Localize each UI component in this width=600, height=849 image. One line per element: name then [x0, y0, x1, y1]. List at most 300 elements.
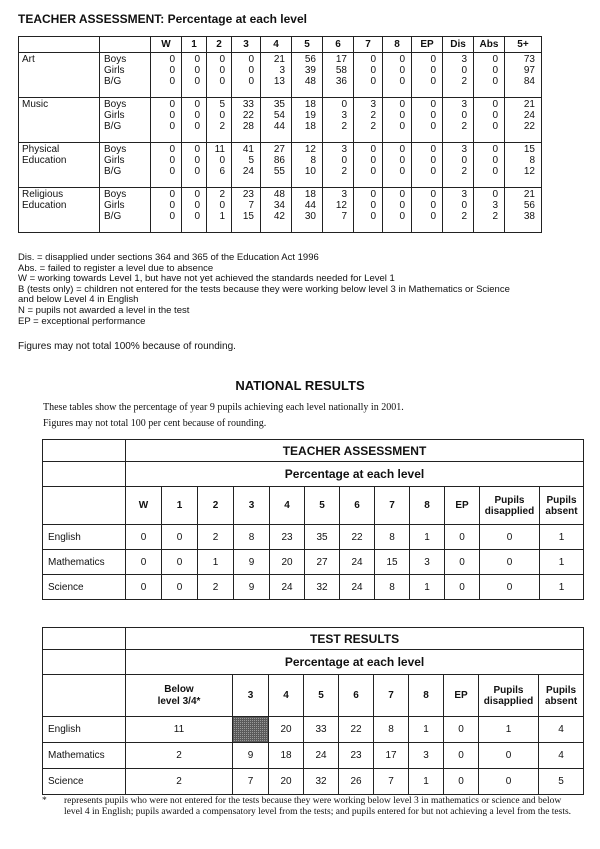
cell-value: 33: [242, 99, 254, 110]
cell-value: 86: [273, 155, 285, 166]
value-cell: 0: [126, 550, 162, 575]
row-label: Girls: [104, 110, 125, 121]
cell-value: 0: [169, 110, 175, 121]
cell-value: 56: [304, 54, 316, 65]
cell-value: 5: [219, 99, 225, 110]
table-header-row: [43, 487, 584, 525]
value-cell: 0: [126, 525, 162, 550]
subject-name: [19, 53, 100, 98]
national-results-title: NATIONAL RESULTS: [235, 378, 365, 393]
col-header: 5+: [505, 37, 542, 53]
cell-value: 11: [214, 144, 225, 155]
abbreviation-notes: [18, 253, 578, 327]
footnote: [42, 796, 582, 818]
col-header-disapplied: [479, 675, 539, 717]
value-cell: 20: [270, 550, 305, 575]
cell-value: 54: [273, 110, 285, 121]
value-cell: 24: [340, 575, 375, 600]
col-header: 1: [182, 37, 207, 53]
value-cell: 9: [234, 575, 270, 600]
value-cell: 0: [445, 575, 480, 600]
table-subtitle: Percentage at each level: [126, 462, 584, 487]
cell-value: 2: [341, 121, 347, 132]
cell-value: 0: [430, 166, 436, 177]
cell-value: 0: [399, 200, 405, 211]
cell-value: 0: [169, 189, 175, 200]
value-cell: 2: [198, 575, 234, 600]
value-cell: [443, 143, 474, 188]
cell-value: 24: [242, 166, 254, 177]
col-header-below: [126, 675, 233, 717]
cell-value: 0: [169, 99, 175, 110]
value-cell: 0: [162, 575, 198, 600]
cell-value: 0: [492, 110, 498, 121]
value-cell: [323, 53, 354, 98]
value-cell: 0: [479, 769, 539, 795]
cell-value: 2: [219, 189, 225, 200]
cell-value: 1: [219, 211, 225, 222]
row-label: B/G: [104, 211, 122, 222]
cell-value: 84: [523, 76, 535, 87]
cell-value: 0: [169, 166, 175, 177]
cell-value: 15: [523, 144, 535, 155]
value-cell: 8: [375, 525, 410, 550]
cell-value: 0: [248, 65, 254, 76]
cell-value: 0: [461, 155, 467, 166]
col-header-line: absent: [544, 695, 578, 707]
cell-value: 0: [430, 211, 436, 222]
cell-value: 0: [492, 144, 498, 155]
col-header: 5: [304, 675, 339, 717]
value-cell: 15: [375, 550, 410, 575]
col-header: 4: [270, 487, 305, 525]
value-cell: [474, 53, 505, 98]
cell-value: 0: [399, 110, 405, 121]
cell-value: 3: [461, 99, 467, 110]
cell-value: 0: [430, 110, 436, 121]
col-header: EP: [445, 487, 480, 525]
value-cell: 8: [374, 717, 409, 743]
value-cell: [292, 143, 323, 188]
table-header-row: [43, 675, 584, 717]
cell-value: 0: [169, 76, 175, 87]
value-cell: [505, 53, 542, 98]
cell-value: 0: [399, 211, 405, 222]
value-cell: [207, 98, 232, 143]
subject-name: [19, 98, 100, 143]
col-header: 8: [409, 675, 444, 717]
col-header: Dis: [443, 37, 474, 53]
subject-row: [19, 188, 542, 233]
col-header: 8: [383, 37, 412, 53]
cell-value: 0: [370, 166, 376, 177]
cell-value: 7: [248, 200, 254, 211]
cell-value: 0: [399, 76, 405, 87]
cell-value: 0: [492, 121, 498, 132]
value-cell: 35: [305, 525, 340, 550]
cell-value: 0: [248, 54, 254, 65]
value-cell: 24: [270, 575, 305, 600]
value-cell: [151, 53, 182, 98]
value-cell: 3: [409, 743, 444, 769]
cell-value: 41: [242, 144, 254, 155]
row-label: B/G: [104, 121, 122, 132]
value-cell: [383, 143, 412, 188]
cell-value: 3: [461, 54, 467, 65]
cell-value: 0: [430, 144, 436, 155]
value-cell: 1: [410, 575, 445, 600]
cell-value: 0: [461, 200, 467, 211]
col-header-line: Pupils: [493, 684, 524, 696]
national-intro: These tables show the percentage of year 9 pupils achieving each level nationally in 2001.: [43, 402, 404, 413]
value-cell: 0: [444, 743, 479, 769]
col-header: W: [126, 487, 162, 525]
value-cell: 32: [305, 575, 340, 600]
cell-value: 0: [430, 76, 436, 87]
note-line: N = pupils not awarded a level in the test: [18, 304, 190, 316]
value-cell: [232, 143, 261, 188]
row-label: Boys: [104, 54, 127, 65]
cell-value: 97: [523, 65, 535, 76]
row-label: Girls: [104, 155, 125, 166]
cell-value: 0: [399, 121, 405, 132]
value-cell: [151, 143, 182, 188]
cell-value: 0: [194, 144, 200, 155]
value-cell: 33: [304, 717, 339, 743]
row-label: B/G: [104, 76, 122, 87]
cell-value: 7: [341, 211, 347, 222]
note-line: W = working towards Level 1, but have not yet achieved the standards needed for Level 1: [18, 273, 395, 285]
value-cell: [261, 53, 292, 98]
subject-name: English: [43, 717, 126, 743]
cell-value: 0: [370, 76, 376, 87]
cell-value: 0: [194, 76, 200, 87]
value-cell: [232, 188, 261, 233]
value-cell: [474, 188, 505, 233]
subject-name: [19, 143, 100, 188]
cell-value: 2: [461, 76, 467, 87]
cell-value: 0: [492, 54, 498, 65]
cell-value: 0: [492, 155, 498, 166]
cell-value: 21: [523, 99, 535, 110]
cell-value: 2: [370, 121, 376, 132]
cell-value: 0: [370, 200, 376, 211]
col-header: 7: [374, 675, 409, 717]
cell-value: 12: [523, 166, 535, 177]
cell-value: 6: [219, 166, 225, 177]
cell-value: 0: [219, 65, 225, 76]
cell-value: 0: [492, 76, 498, 87]
value-cell: 3: [410, 550, 445, 575]
cell-value: 0: [430, 99, 436, 110]
value-cell: [292, 98, 323, 143]
value-cell: 0: [126, 575, 162, 600]
row-label: B/G: [104, 166, 122, 177]
col-header: 3: [234, 487, 270, 525]
value-cell: [412, 98, 443, 143]
row-label: Girls: [104, 65, 125, 76]
subject-name-line: Art: [22, 54, 35, 65]
cell-value: 0: [248, 76, 254, 87]
col-header-line: Pupils: [546, 494, 577, 506]
below-level-cell: 2: [126, 769, 233, 795]
value-cell: [443, 188, 474, 233]
value-cell: [412, 143, 443, 188]
table-row: [43, 743, 584, 769]
cell-value: 2: [461, 121, 467, 132]
note-line: Dis. = disapplied under sections 364 and 365 of the Education Act 1996: [18, 252, 319, 263]
value-cell: 24: [340, 550, 375, 575]
value-cell: [474, 143, 505, 188]
table-row: [43, 525, 584, 550]
value-cell: [443, 53, 474, 98]
rounding-note: Figures may not total 100% because of rounding.: [18, 341, 236, 352]
col-header: 4: [261, 37, 292, 53]
value-cell: [443, 98, 474, 143]
value-cell: 0: [162, 550, 198, 575]
cell-value: 58: [335, 65, 347, 76]
value-cell: 26: [339, 769, 374, 795]
value-cell: 24: [304, 743, 339, 769]
row-labels: [100, 98, 151, 143]
cell-value: 0: [194, 99, 200, 110]
value-cell: [354, 143, 383, 188]
table-row: [43, 769, 584, 795]
col-header-line: absent: [545, 505, 578, 517]
cell-value: 0: [370, 144, 376, 155]
col-header: 3: [233, 675, 269, 717]
value-cell: [505, 188, 542, 233]
value-cell: [383, 188, 412, 233]
col-header-line: Pupils: [546, 684, 577, 696]
value-cell: [207, 188, 232, 233]
cell-value: 0: [169, 144, 175, 155]
value-cell: 4: [539, 717, 584, 743]
value-cell: [292, 188, 323, 233]
value-cell: 8: [375, 575, 410, 600]
cell-value: 0: [219, 155, 225, 166]
subject-name-line: Physical: [22, 144, 60, 155]
cell-value: 0: [461, 110, 467, 121]
cell-value: 56: [523, 200, 535, 211]
cell-value: 0: [399, 54, 405, 65]
col-header: 5: [292, 37, 323, 53]
cell-value: 3: [370, 99, 376, 110]
cell-value: 35: [273, 99, 285, 110]
value-cell: 1: [479, 717, 539, 743]
value-cell: 7: [233, 769, 269, 795]
value-cell: [383, 98, 412, 143]
value-cell: 8: [234, 525, 270, 550]
cell-value: 10: [304, 166, 316, 177]
value-cell: 5: [539, 769, 584, 795]
value-cell: 27: [305, 550, 340, 575]
col-header-line: disapplied: [484, 505, 535, 517]
value-cell: 4: [539, 743, 584, 769]
table-row: [43, 717, 584, 743]
value-cell: [182, 143, 207, 188]
cell-value: 0: [194, 121, 200, 132]
cell-value: 48: [304, 76, 316, 87]
value-cell: [505, 143, 542, 188]
teacher-assessment-title: TEACHER ASSESSMENT: Percentage at each level: [18, 12, 307, 26]
value-cell: 1: [198, 550, 234, 575]
cell-value: 39: [304, 65, 316, 76]
value-cell: [207, 53, 232, 98]
col-header: 6: [340, 487, 375, 525]
value-cell: 0: [162, 525, 198, 550]
note-line: and below Level 4 in English: [18, 294, 139, 306]
cell-value: 42: [273, 211, 285, 222]
cell-value: 2: [219, 121, 225, 132]
subject-row: [19, 143, 542, 188]
value-cell: 23: [339, 743, 374, 769]
cell-value: 0: [194, 189, 200, 200]
table-title: TEACHER ASSESSMENT: [126, 440, 584, 462]
table-row: [43, 575, 584, 600]
cell-value: 17: [335, 54, 347, 65]
cell-value: 0: [430, 65, 436, 76]
cell-value: 48: [273, 189, 285, 200]
national-rounding-note: Figures may not total 100 per cent because of rounding.: [43, 418, 267, 429]
value-cell: 1: [410, 525, 445, 550]
value-cell: 20: [269, 769, 304, 795]
note-line: Abs. = failed to register a level due to absence: [18, 262, 214, 274]
cell-value: 0: [169, 200, 175, 211]
value-cell: 0: [480, 575, 540, 600]
row-labels: [100, 53, 151, 98]
subject-name: Science: [43, 769, 126, 795]
col-header-absent: [539, 675, 584, 717]
value-cell: [292, 53, 323, 98]
value-cell: [354, 53, 383, 98]
cell-value: 0: [430, 200, 436, 211]
subject-name-line: Religious: [22, 189, 64, 200]
cell-value: 27: [273, 144, 285, 155]
value-cell: [261, 98, 292, 143]
cell-value: 28: [242, 121, 254, 132]
col-header: EP: [412, 37, 443, 53]
subject-name: [19, 188, 100, 233]
cell-value: 34: [273, 200, 285, 211]
cell-value: 0: [194, 54, 200, 65]
cell-value: 2: [370, 110, 376, 121]
cell-value: 22: [523, 121, 535, 132]
value-cell: 1: [409, 769, 444, 795]
value-cell: 1: [540, 550, 584, 575]
row-labels: [100, 143, 151, 188]
col-header: 2: [198, 487, 234, 525]
cell-value: 0: [399, 155, 405, 166]
cell-value: 8: [529, 155, 535, 166]
cell-value: 0: [194, 155, 200, 166]
cell-value: 21: [523, 189, 535, 200]
col-header: 8: [410, 487, 445, 525]
cell-value: 36: [335, 76, 347, 87]
header-row-label: [100, 37, 151, 53]
value-cell: [354, 98, 383, 143]
col-header: 1: [162, 487, 198, 525]
cell-value: 0: [370, 54, 376, 65]
row-label: Boys: [104, 99, 127, 110]
value-cell: [151, 188, 182, 233]
cell-value: 44: [304, 200, 316, 211]
cell-value: 0: [430, 121, 436, 132]
value-cell: 23: [270, 525, 305, 550]
subject-name-line: Education: [22, 155, 67, 166]
cell-value: 0: [370, 65, 376, 76]
cell-value: 23: [242, 189, 254, 200]
cell-value: 0: [194, 211, 200, 222]
cell-value: 0: [492, 166, 498, 177]
cell-value: 0: [370, 211, 376, 222]
cell-value: 2: [341, 166, 347, 177]
shaded-cell: [233, 717, 269, 743]
cell-value: 0: [370, 155, 376, 166]
value-cell: 1: [540, 525, 584, 550]
cell-value: 30: [304, 211, 316, 222]
value-cell: 0: [444, 769, 479, 795]
cell-value: 0: [169, 121, 175, 132]
value-cell: 20: [269, 717, 304, 743]
below-level-cell: 2: [126, 743, 233, 769]
cell-value: 12: [304, 144, 316, 155]
cell-value: 22: [242, 110, 254, 121]
cell-value: 19: [304, 110, 316, 121]
cell-value: 0: [399, 65, 405, 76]
value-cell: [182, 98, 207, 143]
value-cell: 1: [540, 575, 584, 600]
cell-value: 0: [492, 99, 498, 110]
value-cell: 18: [269, 743, 304, 769]
col-header: 7: [354, 37, 383, 53]
col-header-line: Pupils: [494, 494, 525, 506]
subject-row: [19, 98, 542, 143]
cell-value: 0: [492, 189, 498, 200]
cell-value: 0: [169, 65, 175, 76]
value-cell: 0: [480, 550, 540, 575]
cell-value: 0: [430, 54, 436, 65]
cell-value: 44: [273, 121, 285, 132]
cell-value: 0: [194, 166, 200, 177]
col-header: 4: [269, 675, 304, 717]
cell-value: 3: [461, 189, 467, 200]
value-cell: [207, 143, 232, 188]
col-header-disapplied: [480, 487, 540, 525]
value-cell: 0: [480, 525, 540, 550]
value-cell: [412, 188, 443, 233]
value-cell: 0: [444, 717, 479, 743]
value-cell: [232, 98, 261, 143]
note-line: B (tests only) = children not entered for the tests because they were working below level 3 in Mathematics or Science: [18, 283, 510, 295]
col-header: 5: [305, 487, 340, 525]
col-header: 6: [323, 37, 354, 53]
subject-name: Mathematics: [43, 550, 126, 575]
cell-value: 0: [169, 211, 175, 222]
col-header-line: Below: [164, 683, 194, 695]
value-cell: 2: [198, 525, 234, 550]
value-cell: [412, 53, 443, 98]
cell-value: 24: [523, 110, 535, 121]
cell-value: 18: [304, 189, 316, 200]
cell-value: 0: [430, 155, 436, 166]
footnote-text: represents pupils who were not entered for the tests because they were working below level 3 in mathematics or science and below level 4 in English; pupils awarded a compensatory level from the tests; and pupils entered for but not achieving a level from the tests.: [64, 796, 572, 817]
subject-name: Science: [43, 575, 126, 600]
value-cell: [261, 143, 292, 188]
value-cell: 1: [409, 717, 444, 743]
cell-value: 13: [273, 76, 285, 87]
cell-value: 0: [194, 200, 200, 211]
